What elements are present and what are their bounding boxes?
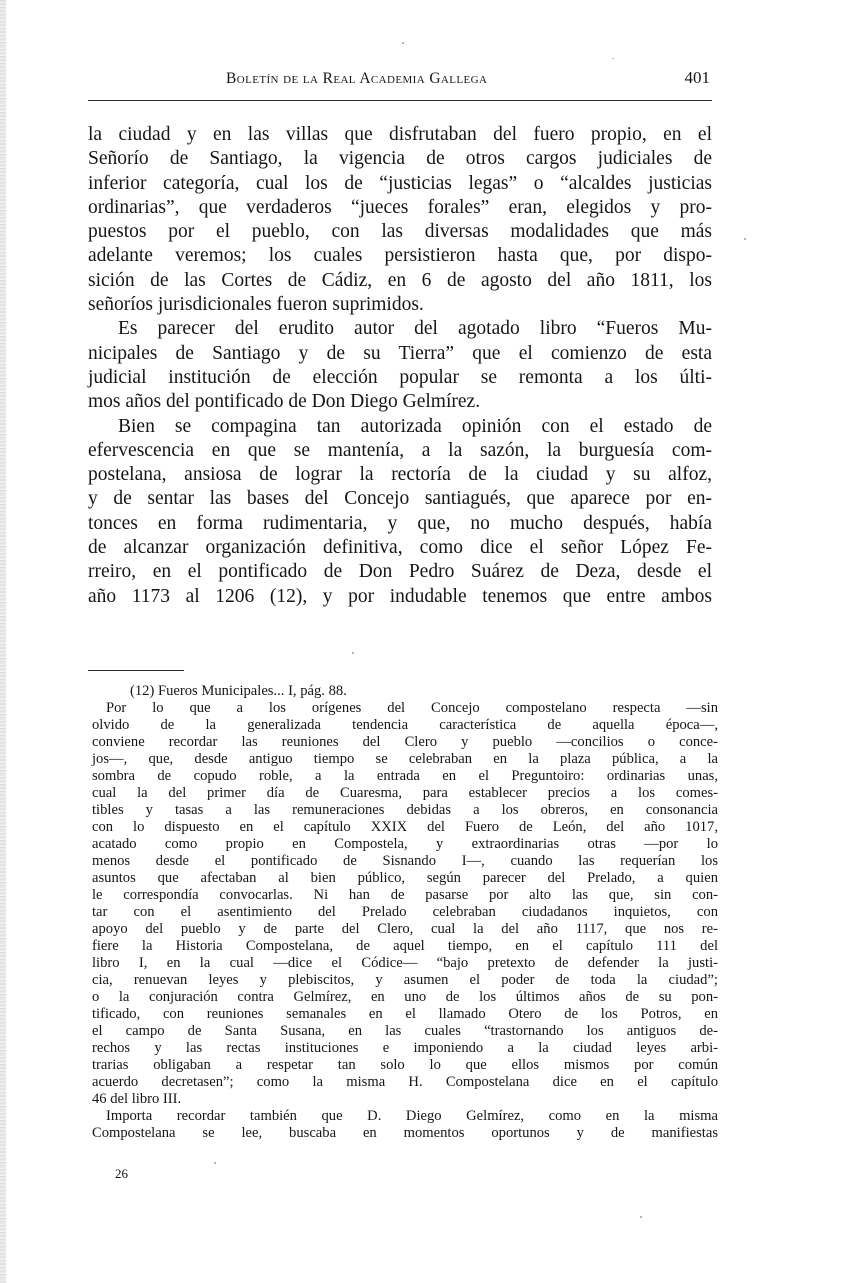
body-line: señoríos jurisdicionales fueron suprimidos. <box>88 294 424 316</box>
main-body-text <box>88 123 712 609</box>
body-line: Señorío de Santiago, la vigencia de otros cargos judiciales de <box>88 148 712 170</box>
body-line: Es parecer del erudito autor del agotado libro “Fueros Mu- <box>118 318 712 340</box>
footnote-line: menos desde el pontificado de Sisnando I—, cuando las requerían los <box>92 853 718 869</box>
footnote-line: con lo dispuesto en el capítulo XXIX del Fuero de León, del año 1017, <box>92 819 718 835</box>
body-line: la ciudad y en las villas que disfrutaban del fuero propio, en el <box>88 124 712 145</box>
footnote-line: olvido de la generalizada tendencia característica de aquella época—, <box>92 717 718 733</box>
footnote-line: cia, renuevan leyes y plebiscitos, y asumen el poder de toda la ciudad”; <box>92 972 718 988</box>
footnote-line: rechos y las rectas instituciones e imponiendo a la ciudad leyes arbi- <box>92 1040 718 1056</box>
footnote-line: cual la del primer día de Cuaresma, para establecer precios a los comes- <box>92 785 718 801</box>
footnote-line: apoyo del pueblo y de parte del Clero, cual la del año 1117, que nos re- <box>92 921 718 937</box>
body-line: y de sentar las bases del Concejo santiagués, que aparece por en- <box>88 488 712 510</box>
body-line: puestos por el pueblo, con las diversas modalidades que más <box>88 221 712 243</box>
body-line: Bien se compagina tan autorizada opinión con el estado de <box>118 415 712 437</box>
footnote-line: acatado como propio en Compostela, y extraordinarias otras —por lo <box>92 836 718 852</box>
body-line: tonces en forma rudimentaria, y que, no mucho después, había <box>88 512 712 534</box>
header-rule <box>88 100 712 101</box>
footnote-line: trarias obligaban a respetar tan solo lo que ellos mismos por común <box>92 1057 718 1073</box>
paper-speck <box>402 42 404 44</box>
footnote-line: o la conjuración contra Gelmírez, en uno de los últimos años de su pon- <box>92 989 718 1005</box>
footnote-line: Importa recordar también que D. Diego Gelmírez, como en la misma <box>106 1108 718 1124</box>
footnote-line: fiere la Historia Compostelana, de aquel tiempo, en el capítulo 111 del <box>92 938 718 954</box>
footnotes <box>92 683 718 1142</box>
footnote-rule <box>88 670 184 671</box>
body-line: inferior categoría, cual los de “justicias legas” o “alcaldes justicias <box>88 172 712 194</box>
footnote-line: tibles y tasas a las remuneraciones debidas a los obreros, en consonancia <box>92 802 718 818</box>
body-line: efervescencia en que se mantenía, a la sazón, la burguesía com- <box>88 439 712 461</box>
body-line: adelante veremos; los cuales persistieron hasta que, por dispo- <box>88 245 712 267</box>
footnote-line: le correspondía convocarlas. Ni han de pasarse por alto las que, sin con- <box>92 887 718 903</box>
footnote-line: tificado, con reuniones semanales en el llamado Otero de los Potros, en <box>92 1006 718 1022</box>
paper-speck <box>352 652 354 654</box>
footnote-line: 46 del libro III. <box>92 1091 182 1107</box>
page-number: 401 <box>684 68 710 87</box>
body-line: año 1173 al 1206 (12), y por indudable tenemos que entre ambos <box>88 585 712 607</box>
paper-speck <box>612 58 614 59</box>
body-line: sición de las Cortes de Cádiz, en 6 de agosto del año 1811, los <box>88 269 712 291</box>
paper-speck <box>744 238 746 240</box>
footnote-line: jos—, que, desde antiguo tiempo se celebraban en la plaza pública, a la <box>92 751 718 767</box>
body-line: nicipales de Santiago y de su Tierra” que el comienzo de esta <box>88 342 712 364</box>
running-header <box>88 66 712 94</box>
footnote-line: tar con el asentimiento del Prelado celebraban ciudadanos inquietos, con <box>92 904 718 920</box>
footnote-line: libro I, en la cual —dice el Códice— “bajo pretexto de defender la justi- <box>92 955 718 971</box>
page-edge-shadow <box>0 0 6 1283</box>
footnote-line: (12) Fueros Municipales... I, pág. 88. <box>130 683 347 699</box>
body-line: postelana, ansiosa de lograr la rectoría de la ciudad y su alfoz, <box>88 464 712 486</box>
printer-signature: 26 <box>115 1166 128 1181</box>
body-line: mos años del pontificado de Don Diego Gelmírez. <box>88 391 481 413</box>
footnote-line: sombra de copudo roble, a la entrada en el Preguntoiro: ordinarias unas, <box>92 768 718 784</box>
paper-speck <box>214 1162 216 1164</box>
footnote-line: el campo de Santa Susana, en las cuales “trastornando los antiguos de- <box>92 1023 718 1039</box>
body-line: rreiro, en el pontificado de Don Pedro Suárez de Deza, desde el <box>88 561 712 583</box>
footnote-line: asuntos que afectaban al bien público, según parecer del Prelado, a quien <box>92 870 718 886</box>
body-line: ordinarias”, que verdaderos “jueces forales” eran, elegidos y pro- <box>88 196 712 218</box>
header-title: Boletín de la Real Academia Gallega <box>226 70 488 87</box>
paper-speck <box>640 1216 642 1218</box>
footnote-line: acuerdo decretasen”; como la misma H. Compostelana dice en el capítulo <box>92 1074 718 1090</box>
footnote-line: conviene recordar las reuniones del Clero y pueblo —concilios o conce- <box>92 734 718 750</box>
footnote-line: Por lo que a los orígenes del Concejo compostelano respecta —sin <box>106 700 718 716</box>
footnote-line: Compostelana se lee, buscaba en momentos oportunos y de manifiestas <box>92 1125 718 1141</box>
body-line: de alcanzar organización definitiva, como dice el señor López Fe- <box>88 537 712 559</box>
body-line: judicial institución de elección popular se remonta a los últi- <box>88 366 712 388</box>
